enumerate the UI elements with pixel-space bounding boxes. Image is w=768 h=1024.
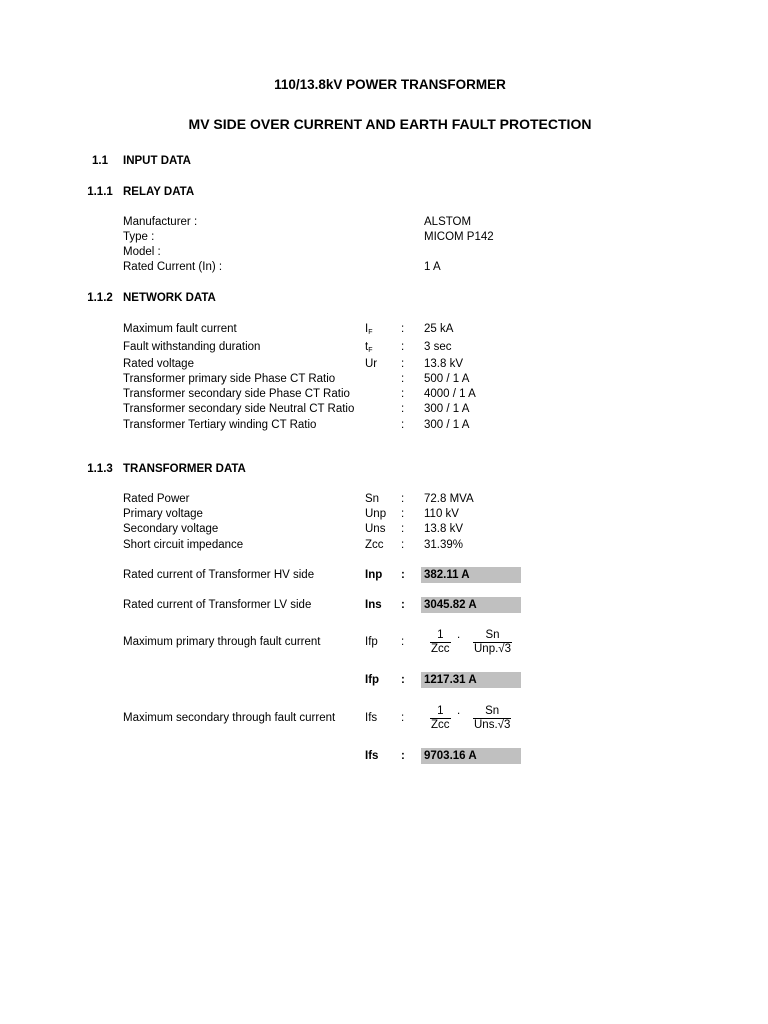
transformer-row-rated-power [0, 492, 768, 508]
field-separator: : [401, 539, 405, 551]
field-value: ALSTOM [424, 216, 472, 228]
relay-row-rated-current [0, 260, 768, 276]
field-symbol: Sn [365, 493, 380, 505]
result-symbol: Ifs [365, 750, 379, 762]
network-row-rated-voltage [0, 357, 768, 373]
field-value: 13.8 kV [424, 523, 463, 535]
field-separator: : [401, 419, 405, 431]
transformer-row-secondary-voltage [0, 522, 768, 538]
fraction-denominator: Zcc [431, 643, 450, 655]
section-relay-data [0, 185, 768, 201]
result-separator: : [401, 750, 405, 762]
field-label: Fault withstanding duration [123, 341, 261, 353]
network-row-secondary-neutral-ct [0, 402, 768, 418]
fraction-denominator: Zcc [431, 719, 450, 731]
result-symbol: Ifp [365, 674, 380, 686]
primary-fault-result-row [0, 672, 768, 688]
primary-formula-fraction-2 [473, 628, 512, 656]
primary-fault-row [0, 635, 768, 651]
section-number: 1.1.2 [87, 292, 113, 304]
section-network-data [0, 291, 768, 307]
fraction-numerator: Sn [485, 705, 500, 717]
section-number: 1.1.1 [87, 186, 113, 198]
rated-current-lv-row [0, 597, 768, 613]
network-row-fault-duration [0, 340, 768, 356]
section-heading: TRANSFORMER DATA [123, 463, 246, 475]
section-input-data [0, 154, 768, 170]
primary-formula-fraction-1 [430, 628, 451, 656]
field-separator: : [401, 358, 405, 370]
field-value: MICOM P142 [424, 231, 494, 243]
field-label: Secondary voltage [123, 523, 219, 535]
field-value: 300 / 1 A [424, 419, 470, 431]
field-separator: : [401, 712, 405, 724]
section-heading: RELAY DATA [123, 186, 195, 198]
field-separator: : [401, 569, 405, 581]
secondary-formula-fraction-1 [430, 704, 451, 732]
rated-current-hv-row [0, 567, 768, 583]
section-heading: INPUT DATA [123, 155, 191, 167]
field-symbol [365, 322, 372, 336]
field-label: Rated Current (In) : [123, 261, 223, 273]
result-value-highlighted: 382.11 A [421, 567, 521, 583]
network-row-primary-phase-ct [0, 372, 768, 388]
relay-row-manufacturer [0, 215, 768, 231]
field-label: Rated current of Transformer HV side [123, 569, 315, 581]
field-value: 4000 / 1 A [424, 388, 476, 400]
symbol-subscript: F [368, 329, 373, 336]
transformer-row-primary-voltage [0, 507, 768, 523]
field-separator: : [401, 403, 405, 415]
field-label: Primary voltage [123, 508, 203, 520]
section-number: 1.1.3 [87, 463, 113, 475]
field-separator: : [401, 599, 405, 611]
field-label: Transformer secondary side Neutral CT Ratio [123, 403, 355, 415]
fraction-denominator: Uns.√3 [474, 719, 511, 731]
field-value: 300 / 1 A [424, 403, 470, 415]
field-label: Model : [123, 246, 161, 258]
field-label: Transformer primary side Phase CT Ratio [123, 373, 336, 385]
field-symbol: Ins [365, 599, 382, 611]
network-row-tertiary-ct [0, 418, 768, 434]
field-label: Maximum secondary through fault current [123, 712, 336, 724]
field-separator: : [401, 523, 405, 535]
document-subtitle: MV SIDE OVER CURRENT AND EARTH FAULT PROTECTION [188, 116, 592, 132]
field-label: Rated current of Transformer LV side [123, 599, 312, 611]
fraction-numerator: Sn [485, 629, 500, 641]
field-value: 3 sec [424, 341, 452, 353]
symbol-subscript: F [368, 347, 373, 354]
multiply-operator: . [457, 705, 461, 717]
relay-row-type [0, 230, 768, 246]
field-value: 72.8 MVA [424, 493, 474, 505]
symbol-base: t [365, 341, 369, 353]
result-value-highlighted: 1217.31 A [421, 672, 521, 688]
section-heading: NETWORK DATA [123, 292, 216, 304]
fraction-denominator: Unp.√3 [474, 643, 511, 655]
fraction-numerator: 1 [437, 705, 444, 717]
result-value-highlighted: 9703.16 A [421, 748, 521, 764]
field-value: 31.39% [424, 539, 464, 551]
field-symbol: Inp [365, 569, 383, 581]
field-label: Maximum primary through fault current [123, 636, 321, 648]
secondary-fault-row [0, 711, 768, 727]
field-separator: : [401, 388, 405, 400]
fraction-numerator: 1 [437, 629, 444, 641]
result-separator: : [401, 674, 405, 686]
section-number: 1.1 [92, 155, 108, 167]
field-label: Short circuit impedance [123, 539, 244, 551]
field-separator: : [401, 636, 405, 648]
field-symbol: Unp [365, 508, 387, 520]
field-label: Maximum fault current [123, 323, 237, 335]
field-symbol: Ifs [365, 712, 378, 724]
section-transformer-data [0, 462, 768, 478]
secondary-fault-result-row [0, 748, 768, 764]
field-label: Type : [123, 231, 155, 243]
symbol-base: I [365, 323, 369, 335]
field-symbol: Ifp [365, 636, 378, 648]
field-separator: : [401, 508, 405, 520]
field-symbol [365, 340, 372, 354]
transformer-row-short-circuit-impedance [0, 538, 768, 554]
field-symbol: Uns [365, 523, 386, 535]
relay-row-model [0, 245, 768, 261]
field-separator: : [401, 323, 405, 335]
field-label: Manufacturer : [123, 216, 198, 228]
field-value: 500 / 1 A [424, 373, 470, 385]
field-symbol: Zcc [365, 539, 384, 551]
field-label: Rated voltage [123, 358, 194, 370]
field-label: Transformer secondary side Phase CT Ratio [123, 388, 350, 400]
field-symbol: Ur [365, 358, 378, 370]
document-title: 110/13.8kV POWER TRANSFORMER [274, 77, 506, 92]
field-label: Rated Power [123, 493, 190, 505]
result-value-highlighted: 3045.82 A [421, 597, 521, 613]
field-separator: : [401, 373, 405, 385]
field-value: 110 kV [424, 508, 459, 520]
field-value: 1 A [424, 261, 441, 273]
field-value: 13.8 kV [424, 358, 463, 370]
field-separator: : [401, 493, 405, 505]
field-label: Transformer Tertiary winding CT Ratio [123, 419, 317, 431]
secondary-formula-fraction-2 [473, 704, 511, 732]
multiply-operator: . [457, 629, 461, 641]
field-value: 25 kA [424, 323, 454, 335]
network-row-secondary-phase-ct [0, 387, 768, 403]
field-separator: : [401, 341, 405, 353]
network-row-max-fault-current [0, 322, 768, 338]
